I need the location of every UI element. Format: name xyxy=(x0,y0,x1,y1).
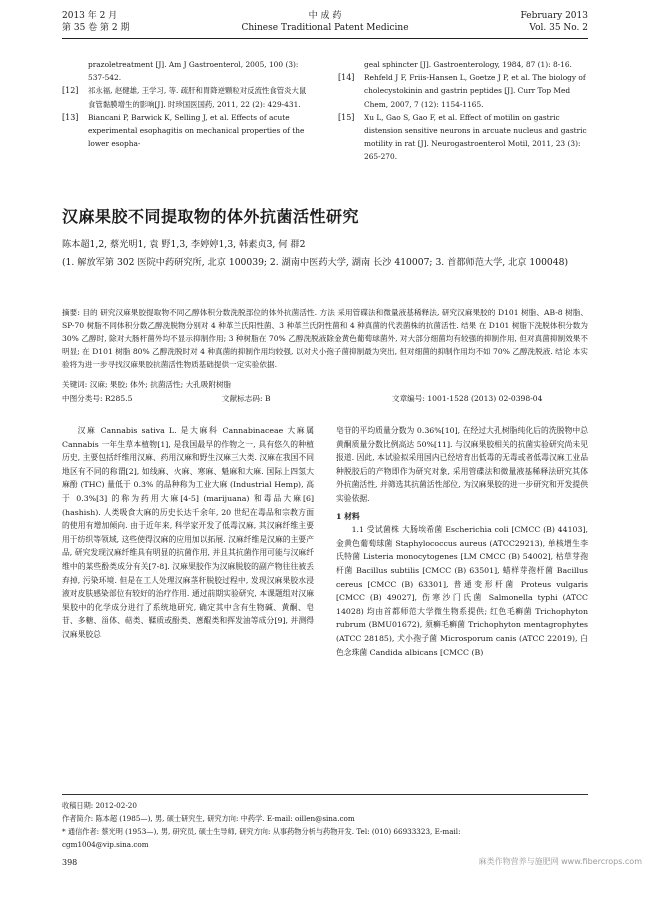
issue-info-en-block xyxy=(521,10,588,34)
reference-text: 祁永福, 赵健雄, 王学习, 等. 疏肝和胃降逆颗粒对反流性食管炎大鼠食管黏膜增生的影响[J]. 时珍国医国药, 2011, 22 (2): 429-431. xyxy=(88,86,307,109)
reference-text: prazoletreatment [J]. Am J Gastroenterol, 2005, 100 (3): 537-542. xyxy=(88,60,299,83)
reference-text: Xu L, Gao S, Gao F, et al. Effect of motilin on gastric distension sensitive neurons in arcuate nucleus and gastric motility in rat [J]. Neurogastroenterol Motil, 2011, 23 (3): 265-270. xyxy=(364,112,587,162)
body-paragraph: 汉麻 Cannabis sativa L. 是大麻科 Cannabinaceae 大麻属 Cannabis 一年生草本植物[1], 是我国最早的作物之一, 具有悠久的种植历史, 主要包括纤维用汉麻、药用汉麻和野生汉麻三大类. 汉麻在我国不同地区有不同的称谓[2], 如线麻、火麻、寒麻、魁麻和大麻. 国际上四氢大麻酚 (THC) 量低于 0.3% 的品种称为工业大麻 (Industrial Hemp), 高于 0.3%[3] 的称为药用大麻[4-5] (marijuana) 和毒品大麻[6] (hashish). 人类吸食大麻的历史长达千余年, 20 世纪在毒品和宗教方面的使用有增加倾向. 由于近年来, 科学家开发了低毒汉麻, 其汉麻纤维主要用于纺织等领域, 这些使得汉麻的应用加以拓展. 汉麻纤维是汉麻的主要产品, 研究发现汉麻纤维具有明显的抗菌作用, 并且其抗菌作用可能与汉麻纤维中的某些酚类成分有关[7-8]. 汉麻果胶作为汉麻脱胶的副产物往往被丢弃掉, 污染环境. 但是在工人处理汉麻茎秆脱胶过程中, 发现汉麻果胶水浸液对皮肤感染部位有较好的治疗作用. 通过前期实验研究, 本课题组对汉麻果胶中的化学成分进行了系统地研究, 确定其中含有生物碱、黄酮、皂苷、多糖、甾体、萜类、鞣质或酚类、蒽醌类和挥发油等成分[9], 并测得汉麻果胶总 xyxy=(62,426,314,639)
clc-number: 中图分类号: R285.5 xyxy=(62,394,133,403)
volume-issue-en: Vol. 35 No. 2 xyxy=(529,23,588,33)
references-left-column xyxy=(62,58,312,150)
body-left-column xyxy=(62,424,314,642)
references-right-column xyxy=(338,58,588,164)
document-code: 文献标志码: B xyxy=(222,394,271,403)
reference-item xyxy=(338,58,588,71)
reference-text: Rehfeld J F, Friis-Hansen L, Goetze J P, et al. The biology of cholecystokinin and gastrin peptides [J]. Curr Top Med Chem, 2007, 7 (12): 1154-1165. xyxy=(364,73,586,109)
issue-date-en: February 2013 xyxy=(520,11,588,21)
watermark: 麻类作物营养与施肥网 www.fibercrops.com xyxy=(478,857,642,866)
article-id: 文章编号: 1001-1528 (2013) 02-0398-04 xyxy=(392,394,543,403)
journal-name-block xyxy=(62,10,588,34)
classification-line xyxy=(62,392,588,406)
article-body xyxy=(62,424,588,764)
reference-number: [13] xyxy=(62,112,79,122)
body-paragraph: 皂苷的平均质量分数为 0.36%[10], 在经过大孔树脂纯化后的洗脱物中总黄酮质量分数比例高达 50%[11]. 与汉麻果胶相关的抗菌实验研究尚未见报道. 因此, 本试验拟采用国内已经培育出低毒的无毒或者低毒汉麻工业品种脱胶后的产物即作为研究对象, 采用管碟法和微量液基稀释法研究其体外抗菌活性, 并筛选其抗菌活性部位, 为汉麻果胶的进一步研究和开发提供实验依据. xyxy=(336,426,588,503)
footnotes xyxy=(62,794,588,851)
reference-item xyxy=(62,58,312,84)
corresponding-author: * 通信作者: 蔡光明 (1953—), 男, 研究员, 硕士生导师, 研究方向: 从事药物分析与药物开发. Tel: (010) 66933323, E-mail: xyxy=(62,827,461,836)
abstract: 摘要: 目的 研究汉麻果胶提取物不同乙醇体积分数洗脱部位的体外抗菌活性. 方法 采用管碟法和微量液基稀释法, 研究汉麻果胶的 D101 树脂、AB-8 树脂、SP-70 树脂不同体积分数乙醇洗脱物分别对 4 种革兰氏阳性菌、3 种革兰氏阴性菌和 4 种真菌的代表菌株的抗菌活性. 结果 在 D101 树脂下洗脱体积分数为 30% 乙醇时, 除对大肠杆菌外均不显示抑制作用; 3 种树脂在 70% 乙醇洗脱液除金黄色葡萄球菌外, 对大部分细菌均有较强的抑制作用, 但对真菌抑制效果不明显; 在 D101 树脂 80% 乙醇洗脱时对 4 种真菌的抑制作用均较强, 以对犬小孢子菌抑制最为突出, 但对细菌的抑制作用均不如 70% 乙醇洗脱液. 结论 本实验将为进一步寻找汉麻果胶抗菌活性物质基础提供一定实验依据. xyxy=(62,308,588,369)
corresponding-email: cgm1004@vip.sina.com xyxy=(62,840,149,849)
author-bio: 作者简介: 陈本超 (1985—), 男, 硕士研究生, 研究方向: 中药学. E-mail: oillen@sina.com xyxy=(62,814,355,823)
reference-text: Biancani P, Barwick K, Selling J, et al. Effects of acute experimental esophagitis on mechanical properties of the lower esopha- xyxy=(88,112,305,149)
section-heading: 1 材料 xyxy=(336,511,360,521)
reference-item xyxy=(62,84,312,110)
article-title: 汉麻果胶不同提取物的体外抗菌活性研究 xyxy=(62,207,360,226)
body-right-column xyxy=(336,424,588,659)
author-affiliations: (1. 解放军第 302 医院中药研究所, 北京 100039; 2. 湖南中医药大学, 湖南 长沙 410007; 3. 首都师范大学, 北京 100048) xyxy=(62,257,569,268)
keywords: 关键词: 汉麻; 果胶; 体外; 抗菌活性; 大孔吸附树脂 xyxy=(62,380,232,389)
reference-text: geal sphincter [J]. Gastroenterology, 1984, 87 (1): 8-16. xyxy=(364,60,572,69)
page-number: 398 xyxy=(62,858,78,867)
author-list: 陈本超1,2, 蔡光明1, 袁 野1,3, 李婷婷1,3, 韩素贞3, 何 群2 xyxy=(62,239,306,250)
body-paragraph: 1.1 受试菌株 大肠埃希菌 Escherichia coli [CMCC (B) 44103], 金黄色葡萄球菌 Staphylococcus aureus (ATCC29213), 单核增生李氏特菌 Listeria monocytogenes [LM CMCC (B) 54002], 枯草芽孢杆菌 Bacillus subtilis [CMCC (B) 63501], 蜡样芽孢杆菌 Bacillus cereus [CMCC (B) 63301], 普通变形杆菌 Proteus vulgaris [CMCC (B) 49027], 伤寒沙门氏菌 Salmonella typhi (ATCC 14028) 均由首都师范大学微生物系提供; 红色毛癣菌 Trichophyton rubrum (BMU01672), 须癣毛癣菌 Trichophyton mentagrophytes (ATCC 28185), 犬小孢子菌 Microsporum canis (ATCC 22019), 白色念珠菌 Candida albicans [CMCC (B) xyxy=(336,525,588,657)
volume-issue-cn: 第 35 卷 第 2 期 xyxy=(62,23,130,33)
reference-number: [14] xyxy=(338,73,355,83)
journal-name-cn: 中 成 药 xyxy=(308,11,342,21)
received-date: 收稿日期: 2012-02-20 xyxy=(62,801,137,810)
journal-name-en: Chinese Traditional Patent Medicine xyxy=(241,23,409,33)
reference-number: [12] xyxy=(62,86,79,96)
issue-date-cn: 2013 年 2 月 xyxy=(62,11,118,21)
reference-item xyxy=(338,111,588,164)
references-continued xyxy=(62,58,588,176)
reference-item xyxy=(338,71,588,111)
reference-number: [15] xyxy=(338,112,355,122)
reference-item xyxy=(62,111,312,151)
running-header xyxy=(62,10,588,39)
